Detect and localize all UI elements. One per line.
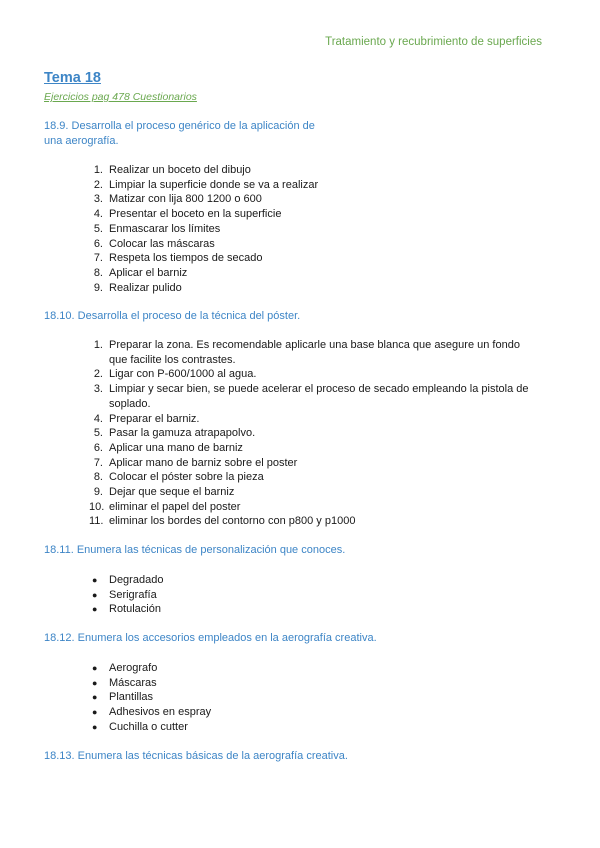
list-item: 8. Aplicar el barniz [93,266,188,279]
page-title: Tema 18 [44,70,101,86]
list-item: ● Aerografo [92,662,158,674]
steps-list-18-9 [89,163,318,295]
list-item: 10. eliminar el papel del poster [89,500,241,513]
list-item: 2. Ligar con P-600/1000 al agua. [93,368,257,381]
list-item: 9. Dejar que seque el barniz [93,486,235,499]
list-item: ● Máscaras [92,676,157,689]
list-item: 9. Realizar pulido [93,281,182,294]
list-item: 6. Aplicar una mano de barniz [93,441,243,454]
list-item: 5. Pasar la gamuza atrapapolvo. [93,427,256,440]
question-18-10: 18.10. Desarrolla el proceso de la técnica del póster. [44,310,301,322]
list-item: 4. Preparar el barniz. [93,412,200,425]
list-item: 3. Limpiar y secar bien, se puede acelerar el proceso de secado empleando la pistola de soplado. [93,383,529,410]
question-18-9 [44,119,315,149]
question-line: una aerografía. [44,135,119,147]
bullet-list-18-11 [89,573,163,617]
list-item: ● Cuchilla o cutter [92,720,188,733]
list-item: 3. Matizar con lija 800 1200 o 600 [93,193,262,206]
question-18-13: 18.13. Enumera las técnicas básicas de la aerografía creativa. [44,750,348,762]
list-item: 7. Aplicar mano de barniz sobre el poster [93,456,298,469]
page-header: Tratamiento y recubrimiento de superficies [325,36,542,48]
list-item: 1. Preparar la zona. Es recomendable aplicarle una base blanca que asegure un fondo que facilite los contrastes. [93,339,520,366]
list-item: 1. Realizar un boceto del dibujo [93,164,251,176]
list-item: ● Plantillas [92,691,154,704]
list-item: ● Adhesivos en espray [92,706,212,719]
list-item: 2. Limpiar la superficie donde se va a realizar [93,178,319,191]
question-18-11: 18.11. Enumera las técnicas de personalización que conoces. [44,544,346,556]
list-item: 5. Enmascarar los límites [93,222,221,235]
bullet-list-18-12 [89,661,211,735]
list-item: ● Degradado [92,574,164,586]
question-line: 18.9. Desarrolla el proceso genérico de la aplicación de [44,120,315,132]
steps-list-18-10 [89,338,529,529]
list-item: 7. Respeta los tiempos de secado [93,252,263,265]
list-item: 6. Colocar las máscaras [93,237,215,250]
list-item: 4. Presentar el boceto en la superficie [93,208,282,221]
list-item: 11. eliminar los bordes del contorno con p800 y p1000 [89,515,356,528]
list-item: ● Rotulación [92,603,161,616]
list-item: ● Serigrafía [92,588,157,601]
list-item: 8. Colocar el póster sobre la pieza [93,471,264,484]
question-18-12: 18.12. Enumera los accesorios empleados en la aerografía creativa. [44,632,377,644]
page-subtitle: Ejercicios pag 478 Cuestionarios [44,91,197,103]
